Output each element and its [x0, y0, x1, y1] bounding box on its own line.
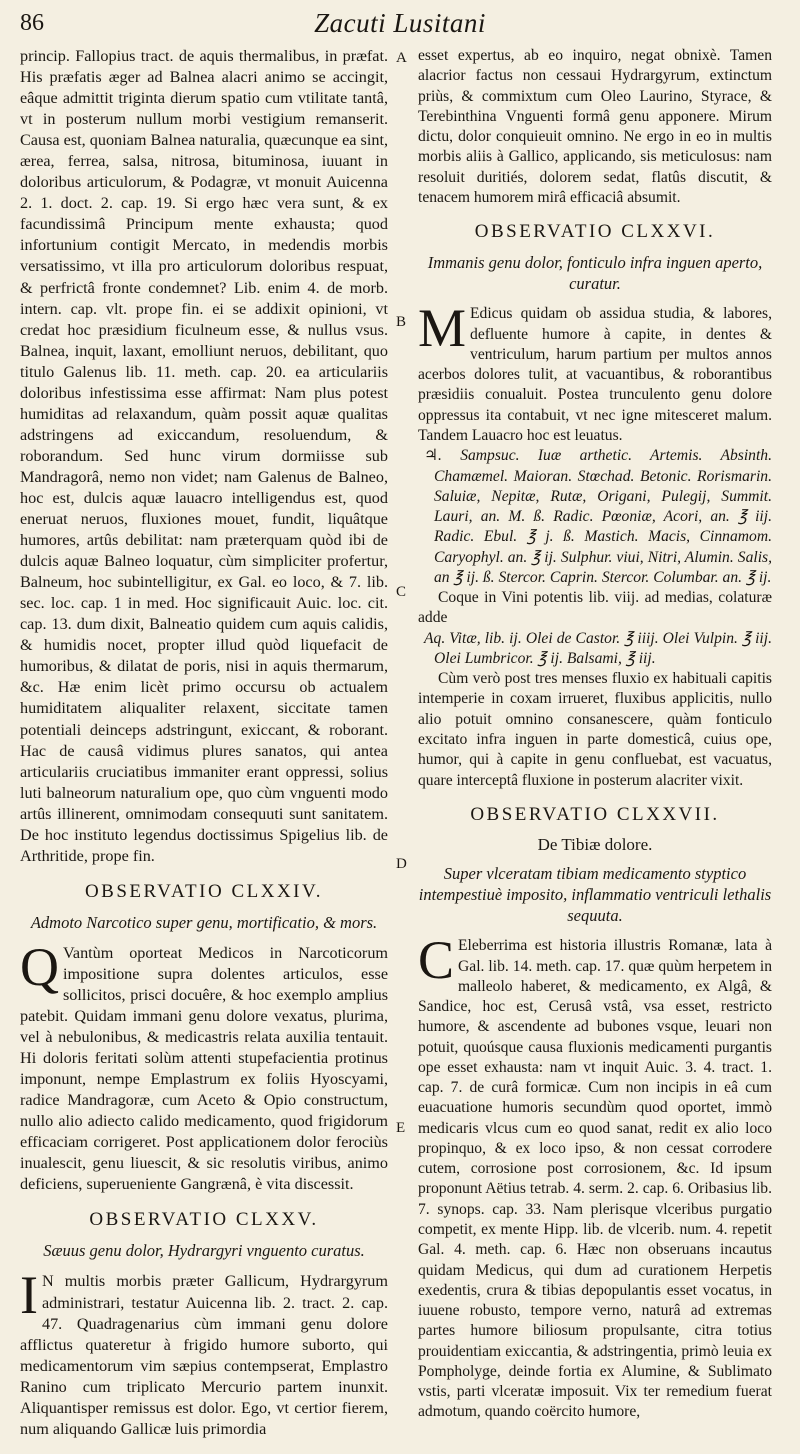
right-column: [418, 46, 772, 1423]
dropcap-i: I: [20, 1265, 38, 1326]
observation-176-conclusion: Cùm verò post tres menses fluxio ex habituali capitis intemperie in coxam irrueret, fluxibus applicitis, nullo alio potuit omnino consanescere, quàm fonticulo excitato infra inguen in parte domesticâ, cuius ope, humor, qui à capite in genu confluebat, est vacuatus, quare interceptâ fluxione in posterum alacriter vixit.: [418, 670, 772, 789]
running-title: Zacuti Lusitani: [314, 8, 486, 38]
observation-175-text: N multis morbis præter Gallicum, Hydrargyrum administrari, testatur Auicenna lib. 2. tract. 2. cap. 47. Quadragenarius cùm immani genu dolore afflictus quateretur à frigido humore suborto, qui medicamentorum vim sæpius contempserat, Emplastro Ranino cum triplicato Mercurio partem inunxit. Aliquantisper remissus est dolor. Ego, vt certior fierem, num aliquando Gallicæ luis primordia: [20, 1272, 388, 1438]
observation-175-title: OBSERVATIO CLXXV.: [89, 1209, 319, 1231]
observation-175-body: [20, 1265, 388, 1439]
observation-177-body: [418, 930, 772, 1422]
left-column: [20, 46, 388, 1440]
recipe-instruction: Coque in Vini potentis lib. viij. ad medias, colaturæ adde: [418, 589, 772, 627]
observation-176-title: OBSERVATIO CLXXVI.: [474, 221, 716, 243]
observation-176-subtitle: Immanis genu dolor, fonticulo infra inguen aperto, curatur.: [427, 253, 763, 294]
observation-176-text: Edicus quidam ob assidua studia, & labores, defluente humore à capite, in dentes & ventriculum, harum partium per multos annos acerbos dolores tulit, at vacuantibus, & roborantibus præsidiis conualuit. Postea trunculento genu dolore oppressus ita contabuit, vt nec igne mitesceret malum. Tandem Lauacro hoc est leuatus.: [418, 305, 772, 444]
recipe-ingredients: ♃. Sampsuc. Iuæ arthetic. Artemis. Absinth. Chamæmel. Maioran. Stœchad. Betonic. Rorismarin. Saluiæ, Nepitæ, Rutæ, Origani, Pulegij, Summit. Lauri, an. M. ß. Radic. Pœoniæ, Acori, an. ℥ iij. Radic. Ebul. ℥ j. ß. Mastich. Macis, Cinnamom. Caryophyl. an. ℥ ij. Sulphur. viui, Nitri, Alumin. Salis, an ℥ ij. ß. Stercor. Caprin. Stercor. Columbar. an. ℥ ij.: [424, 447, 772, 586]
right-opening-paragraph: esset expertus, ab eo inquiro, negat obnixè. Tamen alacrior factus non cessaui Hydrargyrum, extinctum priùs, & commixtum cum Oleo Laurino, Styrace, & Terebinthina Vnguenti formâ genu apponere. Mirum dictu, dolor conquieuit omnino. Ne ergo in eo in multis morbis aliis à Gallico, applicando, sis meticulosus: nam resoluit duritiés, dolorem sedat, flatûs discutit, & tenacem humorem mirâ efficaciâ absumit.: [418, 47, 772, 206]
page-header: [20, 4, 780, 46]
observation-174-text: Vantùm oporteat Medicos in Narcoticorum impositione supra dolentes articulos, esse sollicitos, prisci docuêre, & hoc exemplo amplius patebit. Quidam immani genu dolore vexatus, plurima, vel à nebulonibus, & medicastris relata auxilia tentauit. Hi doloris feritati solùm attenti stupefacientia protinus imponunt, nempe Emplastrum ex foliis Hyoscyami, radice Mandragoræ, cum Aceto & Opio constructum, nullo alio adiecto calido medicamento, quod frigidorum efficaciam corrigeret. Post applicationem dolor ferociùs inualescit, genu liuescit, & sic resolutis viribus, animo deficiens, superueniente Gangrænâ, è vita discessit.: [20, 943, 388, 1194]
margin-letter-e: E: [396, 1120, 406, 1136]
observation-174-body: [20, 936, 388, 1196]
margin-letter-c: C: [396, 584, 407, 600]
margin-letter-d: D: [396, 856, 407, 872]
observation-177-text: Eleberrima est historia illustris Romanæ, lata à Gal. lib. 14. meth. cap. 17. quæ quùm herpetem in malleolo haberet, & medicamento, ex Algâ, & Sandice, hoc est, Cerusâ vstâ, vsa esset, restricto humore, & ascendente ad bubones vsque, leuari non potuit, quoúsque causa fluxionis medicamenti purgantis ope esset exhausta: nam vt inquit Auic. 3. 4. tract. 1. cap. 7. de curâ formicæ. Cum non incipis in eâ cum euacuatione humoris secundùm quod oportet, immò medicaris vlcus cum eo quod sanat, redit ex alio loco propinquo, & ex loco ipso, & non cessat corrodere cutem, corrosione post corrosionem, &c. Id ipsum proponunt Aëtius tetrab. 4. serm. 2. cap. 6. Oribasius lib. 7. synops. cap. 33. Nam plerisque vlceribus purgatio competit, ex mente Hipp. lib. de vlcerib. num. 4. repetit Gal. 4. meth. cap. 6. Hæc non obseruans incautus quidam Medicus, qui dum ad curationem Herpetis exedentis, crura & tibias depopulantis esset vocatus, in iuuene robusto, tempore verno, naturâ ad extremas partes humore biliosum propulsante, citra totius prouidentiam exiccantia, & adstringentia, primò leuia ex Pompholyge, deinde fortia ex Alumine, & Sublimato vstis, parti vlceratæ imposuit. Vix ter remedium fuerat admotum, quando coërcito humore,: [418, 937, 772, 1421]
dropcap-m: M: [418, 298, 467, 359]
dropcap-q: Q: [20, 936, 59, 997]
observation-174-subtitle: Admoto Narcotico super genu, mortificatio, & mors.: [30, 912, 378, 932]
recipe-additions: Aq. Vitæ, lib. ij. Olei de Castor. ℥ iiij. Olei Vulpin. ℥ iij. Olei Lumbricor. ℥ ij. Balsami, ℥ iij.: [424, 629, 772, 667]
left-opening-paragraph: princip. Fallopius tract. de aquis thermalibus, in præfat. His præfatis æger ad Balnea alacri animo se accingit, eâque admittit triginta dierum spatio cum vtilitate tantâ, vt in posterum nullum morbi vestigium remanserit. Causa est, quoniam Balnea naturalia, quæcunque ea sint, ærea, ferrea, salsa, nitrosa, bituminosa, iuuant in doloribus articulorum, & Podagræ, vt monuit Auicenna 2. 1. doct. 2. cap. 19. Si ergo hæc vera sunt, & ex facundissimâ Principum mente exhausta; quod infortunium contigit Mercato, in medendis morbis versatissimo, vt illa pro articulorum doloribus respuat, & perfrictâ fronte condemnet? Lib. enim 4. de morb. intern. cap. vlt. prope fin. ei se addixit opinioni, vt credat hoc præsidium ficulneum esse, & nullus vsus. Balnea, inquit, laxant, emolliunt neruos, debilitant, quo titulo Galenus lib. 11. meth. cap. 20. ea articulariis doloribus infestissima esse affirmat: Nam plus potest humiditas ad relaxandum, quàm possit aquæ qualitas adstringens ad exiccandum, resoluendum, & roborandum. Sed hunc virum dormiisse sub Mandragorâ, nemo non videt; nam Galenus de Balneo, hoc est, dulcis aquæ lauacro intelligendus est, quod eneruat neruos, fluxiones mouet, fundit, liquâtque humores, artûs debilitat: nam præterquam quòd ibi de dulcis aquæ Balneo loquatur, cùm simpliciter profertur, Balneum, hoc subintelligitur, ex Gal. eo loco, & 7. lib. sec. loc. cap. 1 in med. Hoc significauit Auic. loc. cit. cap. 13. dum dixit, Balneatio quidem cum aquis calidis, & humidis nocet, propter illud quòd liquefacit de humoribus, & dilatat de poris, nisi in aquis thermarum, &c. Hæ enim licèt primo occursu ob actualem humiditatem aliqualiter relaxent, siccitate tamen potentiali deinceps adstringunt, exiccant, & roborant. Hac de causâ vidimus plures sanatos, qui antea articulariis cruciatibus immaniter erant oppressi, solius luti balneorum naturalium ope, quo cùm vnguenti modo artûs illinerent, omnimodam consequuti sunt sanitatem. De hoc instituto legendus doctissimus Spigelius lib. de Arthritide, prope fin.: [20, 47, 388, 865]
observation-177-title: OBSERVATIO CLXXVII.: [470, 803, 720, 825]
observation-177-subtitle: Super vlceratam tibiam medicamento styptico intempestiuè imposito, inflammatio ventriculi lethalis sequuta.: [418, 864, 772, 926]
margin-letter-b: B: [396, 314, 407, 330]
dropcap-c: C: [418, 930, 455, 991]
page-number: 86: [20, 10, 44, 36]
observation-174-title: OBSERVATIO CLXXIV.: [84, 880, 324, 902]
observation-175-subtitle: Sæuus genu dolor, Hydrargyri vnguento curatus.: [43, 1241, 365, 1261]
observation-177-heading: De Tibiæ dolore.: [537, 835, 653, 855]
observation-176-body: [418, 298, 772, 446]
margin-letter-a: A: [396, 50, 407, 66]
